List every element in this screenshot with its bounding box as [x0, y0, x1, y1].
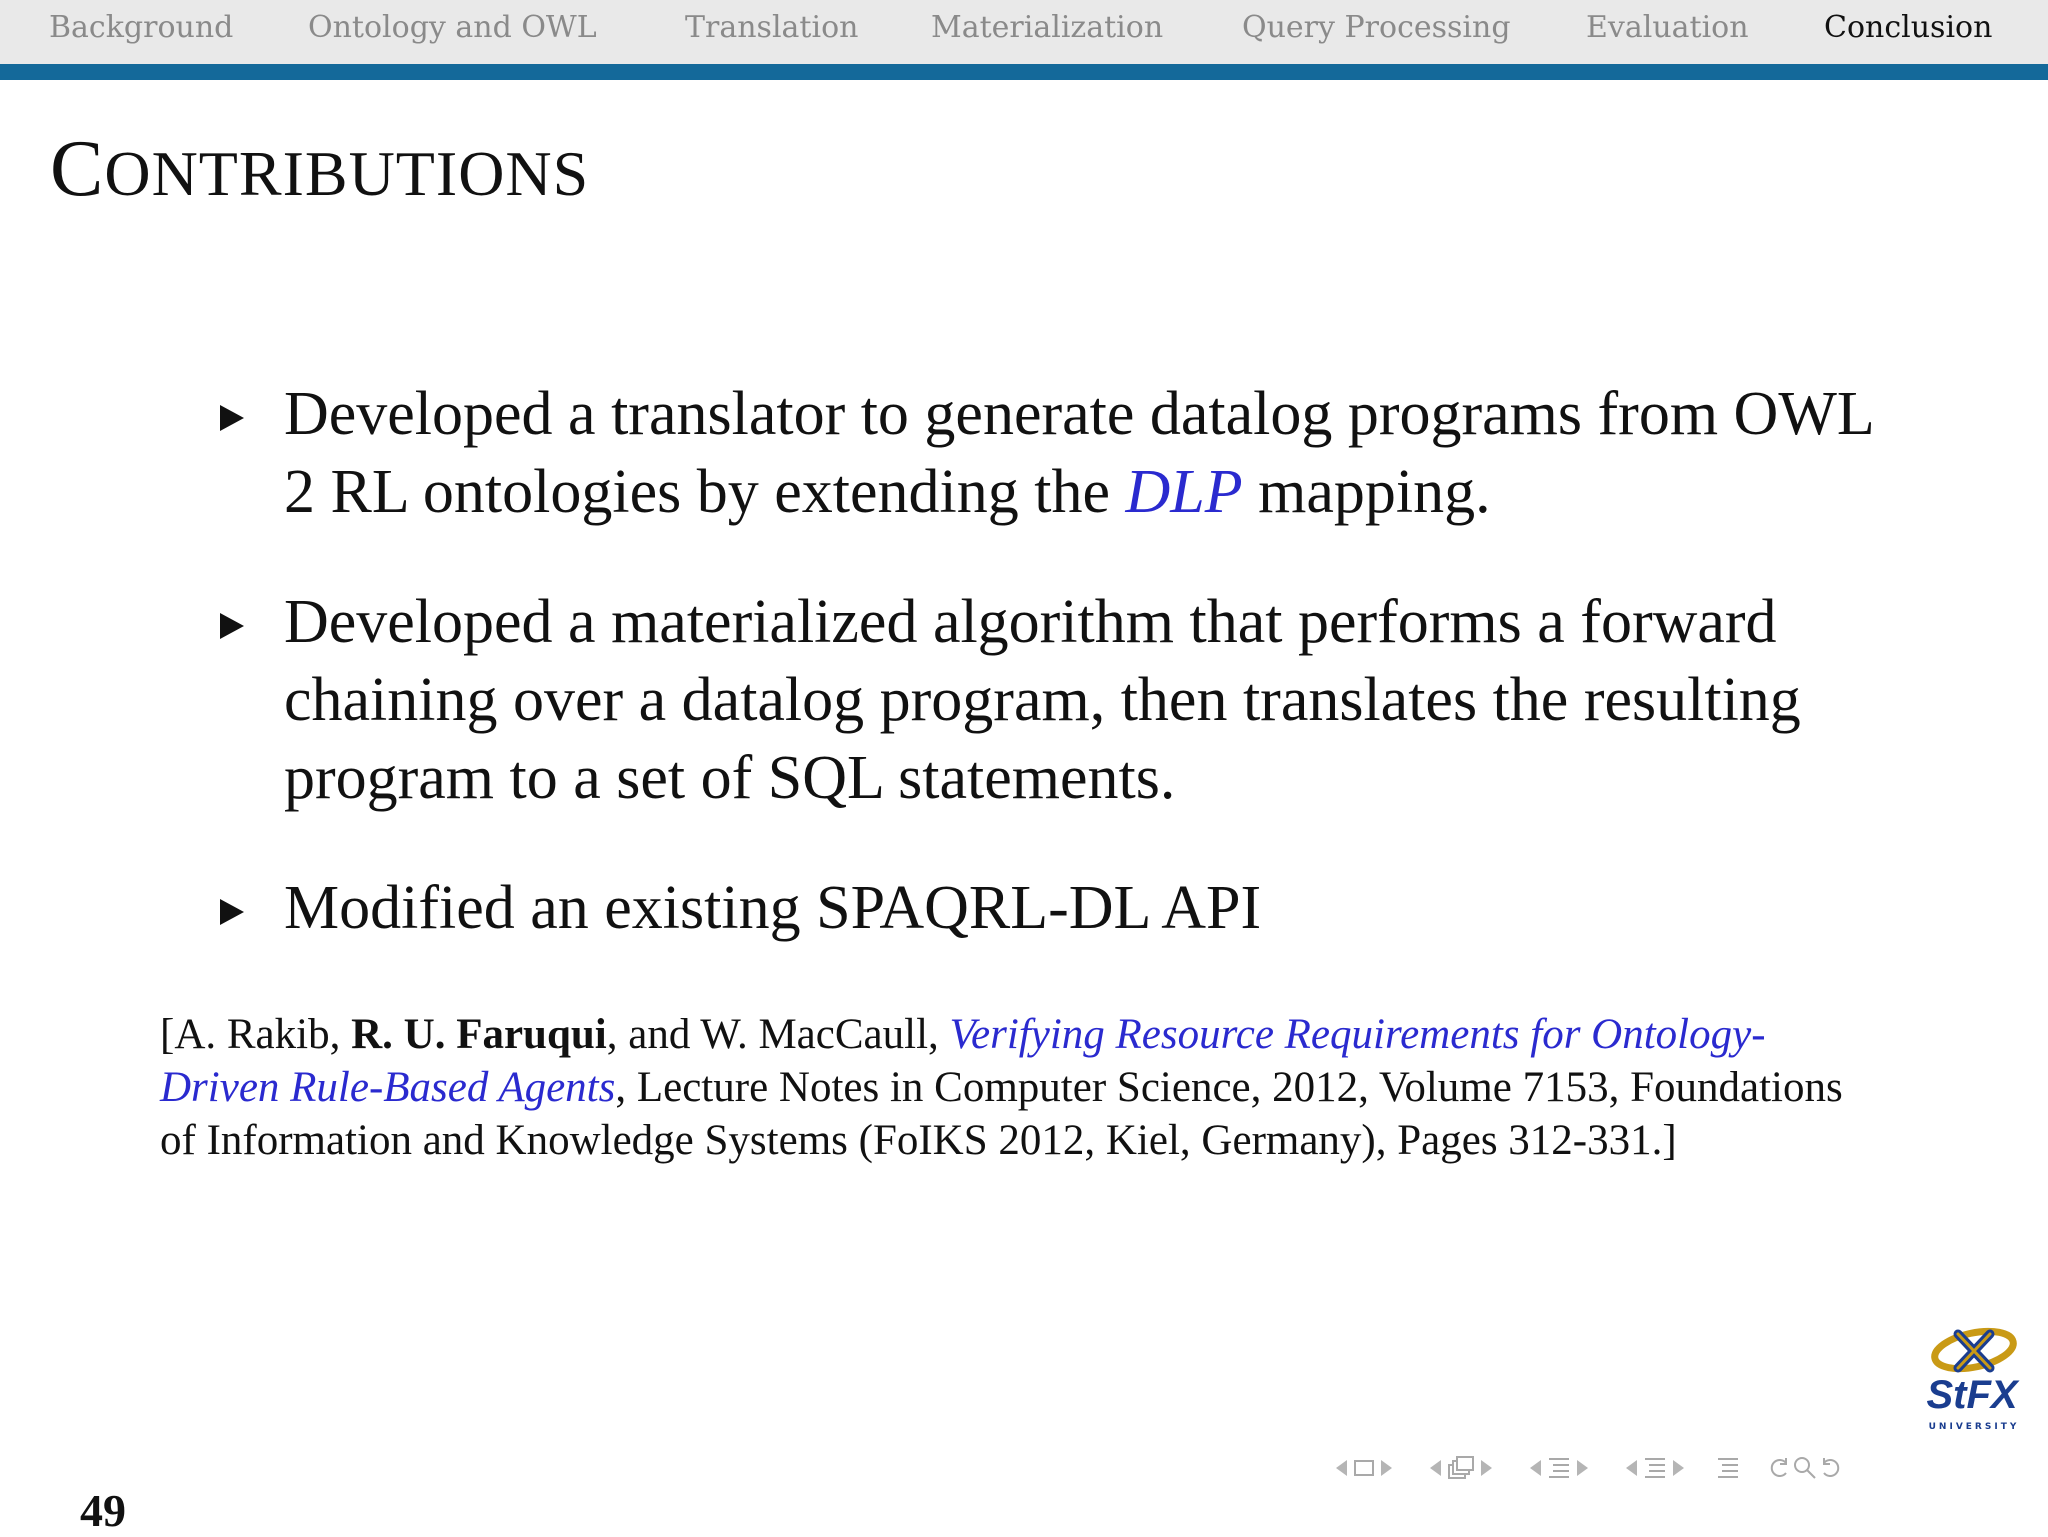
beamer-nav-controls — [1330, 1450, 1844, 1486]
nav-divider-bar — [0, 64, 2048, 80]
doc-nav-group — [1620, 1456, 1690, 1480]
doc-prev-icon[interactable] — [1626, 1460, 1637, 1476]
stfx-logo — [1908, 1316, 2038, 1436]
slide-title-rest: ONTRIBUTIONS — [104, 138, 590, 209]
citation-title-link[interactable]: Verifying Resource Requirements for Ontology-Driven Rule-Based Agents — [160, 1011, 1766, 1111]
svg-text:StFX: StFX — [1926, 1373, 2018, 1417]
citation-suffix: , Lecture Notes in Computer Science, 2012, Volume 7153, Foundations of Information and Knowledge Systems (FoIKS 2012, Kiel, Germany), Pages 312-331.] — [160, 1064, 1843, 1164]
page-number: 49 — [80, 1485, 126, 1536]
bullet-triangle-icon — [220, 899, 244, 925]
bullet-triangle-icon — [220, 613, 244, 639]
frame-nav-group — [1330, 1459, 1398, 1477]
section-navbar — [0, 0, 2048, 64]
dlp-term: DLP — [1125, 458, 1243, 526]
citation-prefix: [A. Rakib, — [160, 1011, 352, 1058]
subsection-next-icon[interactable] — [1481, 1460, 1492, 1476]
nav-item-materialization[interactable]: Materialization — [931, 10, 1164, 45]
toc-icon[interactable] — [1716, 1456, 1740, 1480]
svg-text:UNIVERSITY: UNIVERSITY — [1928, 1422, 2020, 1432]
subsection-icon[interactable] — [1447, 1456, 1475, 1480]
stfx-x-ring-icon — [1908, 1316, 2038, 1436]
history-group — [1766, 1455, 1844, 1481]
slide-title — [50, 124, 589, 215]
contribution-list — [220, 375, 1900, 999]
nav-item-query-processing[interactable]: Query Processing — [1242, 10, 1511, 45]
frame-prev-icon[interactable] — [1336, 1460, 1347, 1476]
citation-mid: , and W. MacCaull, — [606, 1011, 950, 1058]
doc-icon[interactable] — [1643, 1456, 1667, 1480]
bullet-text: Developed a materialized algorithm that performs a forward chaining over a datalog program, then translates the resulting program to a set of SQL statements. — [284, 588, 1801, 812]
frame-next-icon[interactable] — [1381, 1460, 1392, 1476]
list-item — [220, 869, 1900, 947]
bullet-text: Modified an existing SPAQRL-DL API — [284, 874, 1262, 942]
list-item — [220, 375, 1900, 531]
section-nav-group — [1524, 1456, 1594, 1480]
subsection-nav-group — [1424, 1456, 1498, 1480]
frame-icon[interactable] — [1353, 1459, 1375, 1477]
section-next-icon[interactable] — [1577, 1460, 1588, 1476]
citation — [160, 1008, 1880, 1167]
list-item — [220, 583, 1900, 817]
forward-icon[interactable] — [1818, 1455, 1844, 1481]
subsection-prev-icon[interactable] — [1430, 1460, 1441, 1476]
nav-item-translation[interactable]: Translation — [685, 10, 859, 45]
section-prev-icon[interactable] — [1530, 1460, 1541, 1476]
search-icon[interactable] — [1792, 1455, 1818, 1481]
doc-next-icon[interactable] — [1673, 1460, 1684, 1476]
nav-item-background[interactable]: Background — [49, 10, 234, 45]
citation-bold-author: R. U. Faruqui — [351, 1011, 607, 1058]
bullet-text-pre: Developed a translator to generate datalog programs from OWL 2 RL ontologies by extending the — [284, 380, 1873, 526]
section-icon[interactable] — [1547, 1456, 1571, 1480]
back-icon[interactable] — [1766, 1455, 1792, 1481]
slide-title-first: C — [50, 125, 105, 213]
nav-item-ontology-owl[interactable]: Ontology and OWL — [308, 10, 597, 45]
nav-item-conclusion[interactable]: Conclusion — [1824, 10, 1993, 45]
toc-group — [1716, 1456, 1740, 1480]
bullet-triangle-icon — [220, 405, 244, 431]
bullet-text-post: mapping. — [1242, 458, 1491, 526]
nav-item-evaluation[interactable]: Evaluation — [1586, 10, 1749, 45]
